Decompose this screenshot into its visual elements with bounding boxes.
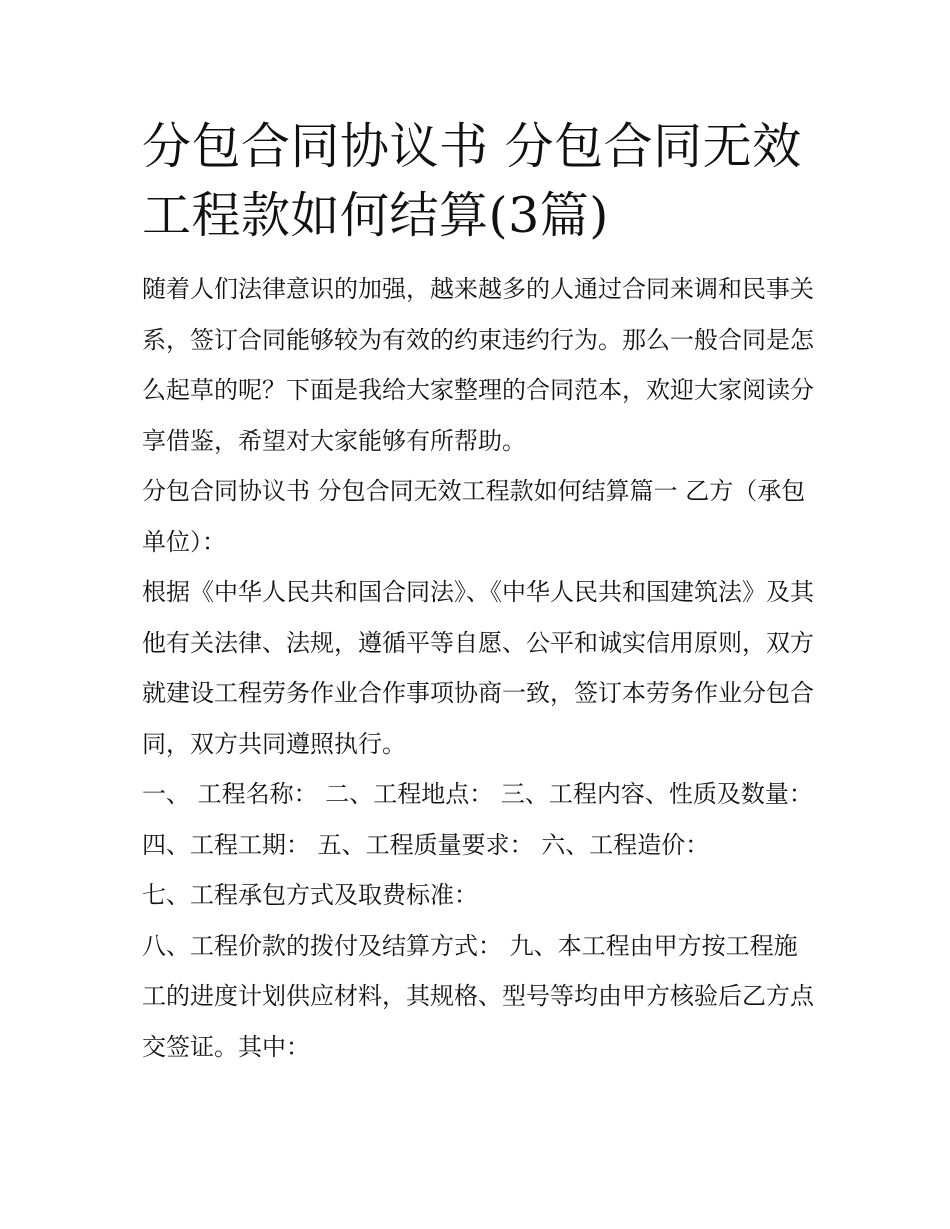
document-title: 分包合同协议书 分包合同无效工程款如何结算(3篇) xyxy=(142,118,802,244)
intro-paragraph: 随着人们法律意识的加强，越来越多的人通过合同来调和民事关系，签订合同能够较为有效的约束违约行为。那么一般合同是怎么起草的呢？下面是我给大家整理的合同范本，欢迎大家阅读分享借鉴，希望对大家能够有所帮助。 xyxy=(142,275,814,455)
clauses-eight-nine-paragraph: 八、工程价款的拨付及结算方式： 九、本工程由甲方按工程施工的进度计划供应材料，其规格、型号等均由甲方核验后乙方点交签证。其中： xyxy=(142,931,814,1061)
clauses-one-to-six-paragraph: 一、 工程名称： 二、工程地点： 三、工程内容、性质及数量： 四、工程工期： 五、工程质量要求： 六、工程造价： xyxy=(142,780,813,859)
section-heading-paragraph: 分包合同协议书 分包合同无效工程款如何结算篇一 乙方（承包单位）： xyxy=(142,477,806,556)
clause-seven-paragraph: 七、工程承包方式及取费标准： xyxy=(142,881,478,909)
document-page xyxy=(142,112,814,1072)
legal-basis-paragraph: 根据《中华人民共和国合同法》、《中华人民共和国建筑法》及其他有关法律、法规，遵循平等自愿、公平和诚实信用原则，双方就建设工程劳务作业合作事项协商一致，签订本劳务作业分包合同，双方共同遵照执行。 xyxy=(142,578,814,758)
